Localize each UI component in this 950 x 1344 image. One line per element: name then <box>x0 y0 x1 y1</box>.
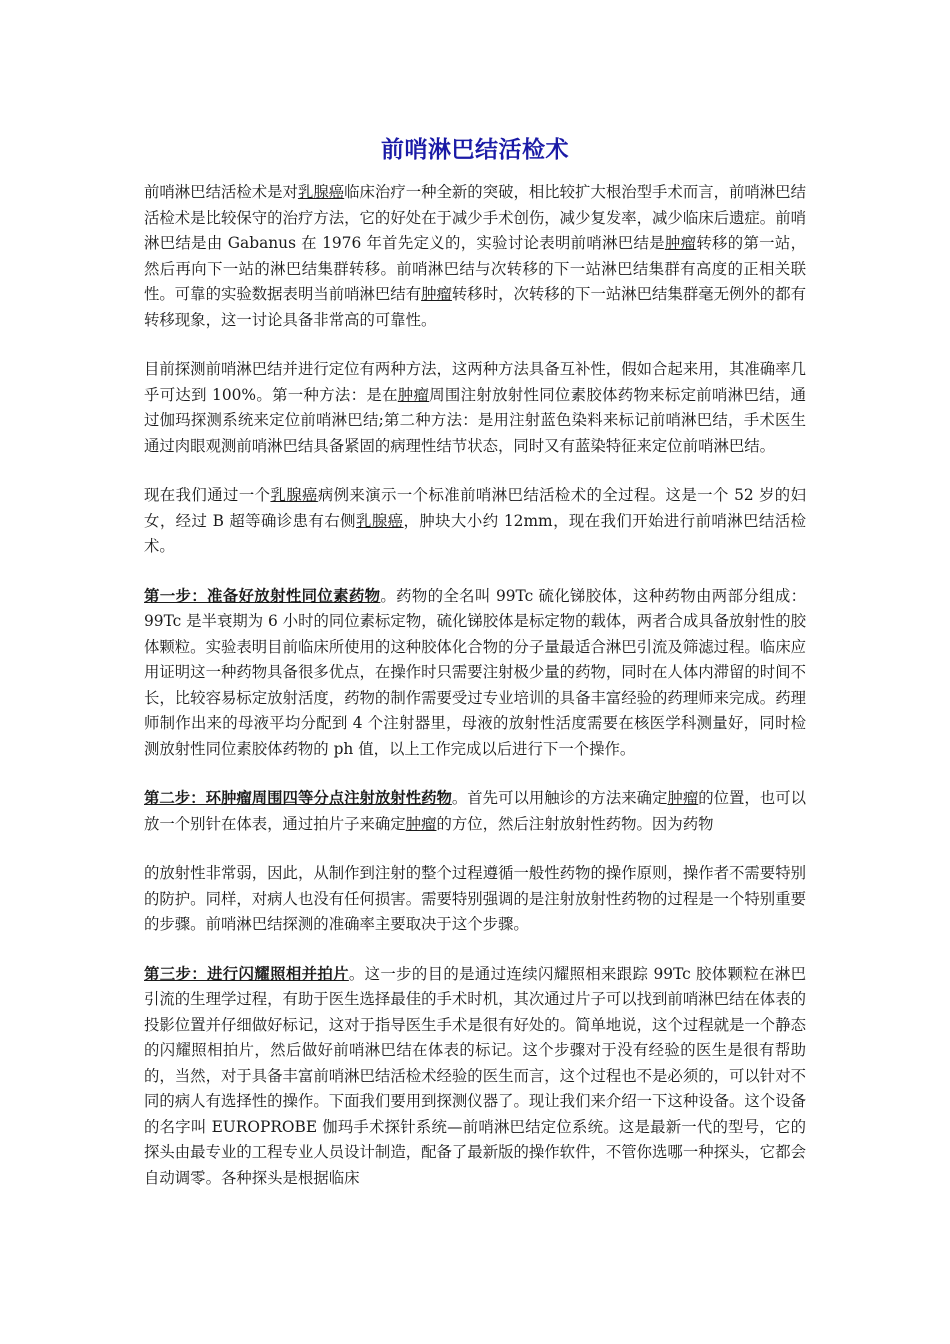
text: 临床治疗一种全新的突破，相比较扩大根治型手术而言，前哨淋巴结活检术是比较保守的治疗方法，它的好处在于减少手术创伤，减少复发率，减少临床后遗症。前哨淋巴结是由 Gabanus 在 1976 年首先定义的，实验讨论表明前哨淋巴结是 <box>144 183 806 252</box>
text: 的位置，也可以放一个别针在体表，通过拍片子来确定 <box>144 789 806 833</box>
link-breast-cancer[interactable]: 乳腺癌 <box>356 511 404 530</box>
text: 。药物的全名叫 99Tc 硫化锑胶体，这种药物由两部分组成：99Tc 是半衰期为 6 小时的同位素标定物，硫化锑胶体是标定物的载体，两者合成具备放射性的胶体颗粒。实验表明目前临床所使用的这种胶体化合物的分子量最适合淋巴引流及筛滤过程。临床应用证明这一种药物具备很多优点，在操作时只需要注射极少量的药物，同时在人体内滞留的时间不长，比较容易标定放射活度，药物的制作需要受过专业培训的具备丰富经验的药理师来完成。药理师制作出来的母液平均分配到 4 个注射器里，母液的放射性活度需要在核医学科测量好，同时检测放射性同位素胶体药物的 ph 值，以上工作完成以后进行下一个操作。 <box>144 586 806 758</box>
paragraph-methods <box>144 357 806 459</box>
step-1-heading: 第一步：准备好放射性同位素药物 <box>144 586 381 605</box>
step-2-heading: 第二步：环肿瘤周围四等分点注射放射性药物 <box>144 789 452 807</box>
link-tumor[interactable]: 肿瘤 <box>397 385 430 404</box>
paragraph-step-1 <box>144 584 806 763</box>
link-breast-cancer[interactable]: 乳腺癌 <box>297 183 345 201</box>
paragraph-step-3 <box>144 962 806 1192</box>
link-tumor[interactable]: 肿瘤 <box>664 234 697 252</box>
paragraph-step-2-continued: 的放射性非常弱，因此，从制作到注射的整个过程遵循一般性药物的操作原则，操作者不需要特别的防护。同样，对病人也没有任何损害。需要特别强调的是注射放射性药物的过程是一个特别重要的步骤。前哨淋巴结探测的准确率主要取决于这个步骤。 <box>144 864 806 933</box>
step-3-heading: 第三步：进行闪耀照相并拍片 <box>144 964 349 983</box>
link-tumor[interactable]: 肿瘤 <box>405 814 437 833</box>
text: 的方位，然后注射放射性药物。因为药物 <box>436 814 714 833</box>
text: 目前探测前哨淋巴结并进行定位有两种方法，这两种方法具备互补性，假如合起来用，其准确率几乎可达到 100%。第一种方法：是在 <box>144 360 806 404</box>
text: 转移时，次转移的下一站淋巴结集群毫无例外的都有转移现象，这一讨论具备非常高的可靠性。 <box>144 285 806 329</box>
text: 前哨淋巴结活检术是对 <box>144 183 298 201</box>
paragraph-step-2 <box>144 786 806 837</box>
text: ，肿块大小约 12mm，现在我们开始进行前哨淋巴结活检术。 <box>144 511 806 555</box>
document-title: 前哨淋巴结活检术 <box>381 136 569 163</box>
link-tumor[interactable]: 肿瘤 <box>421 285 452 303</box>
text: 。首先可以用触诊的方法来确定 <box>451 789 668 807</box>
paragraph-intro <box>144 180 806 333</box>
text: 现在我们通过一个 <box>144 486 271 504</box>
text: 。这一步的目的是通过连续闪耀照相来跟踪 99Tc 胶体颗粒在淋巴引流的生理学过程，有助于医生选择最佳的手术时机，其次通过片子可以找到前哨淋巴结在体表的投影位置并仔细做好标记，这对于指导医生手术是很有好处的。简单地说，这个过程就是一个静态的闪耀照相拍片，然后做好前哨淋巴结在体表的标记。这个步骤对于没有经验的医生是很有帮助的，当然，对于具备丰富前哨淋巴结活检术经验的医生而言，这个过程也不是必须的，可以针对不同的病人有选择性的操作。下面我们要用到探测仪器了。现让我们来介绍一下这种设备。这个设备的名字叫 EUROPROBE 伽玛手术探针系统—前哨淋巴结定位系统。这是最新一代的型号，它的探头由最专业的工程专业人员设计制造，配备了最新版的操作软件，不管你选哪一种探头，它都会自动调零。各种探头是根据临床 <box>144 964 806 1187</box>
text: 转移的第一站，然后再向下一站的淋巴结集群转移。前哨淋巴结与次转移的下一站淋巴结集群有高度的正相关联性。可靠的实验数据表明当前哨淋巴结有 <box>144 234 806 303</box>
link-tumor[interactable]: 肿瘤 <box>667 789 699 807</box>
text: 病例来演示一个标准前哨淋巴结活检术的全过程。这是一个 52 岁的妇女，经过 B 超等确诊患有右侧 <box>144 486 806 530</box>
link-breast-cancer[interactable]: 乳腺癌 <box>270 486 318 504</box>
paragraph-case <box>144 483 806 560</box>
text: 周围注射放射性同位素胶体药物来标定前哨淋巴结，通过伽玛探测系统来定位前哨淋巴结;第二种方法：是用注射蓝色染料来标记前哨淋巴结，手术医生通过肉眼观测前哨淋巴结具备紧固的病理性结节状态，同时又有蓝染特征来定位前哨淋巴结。 <box>144 385 806 455</box>
document-page <box>144 132 806 1191</box>
